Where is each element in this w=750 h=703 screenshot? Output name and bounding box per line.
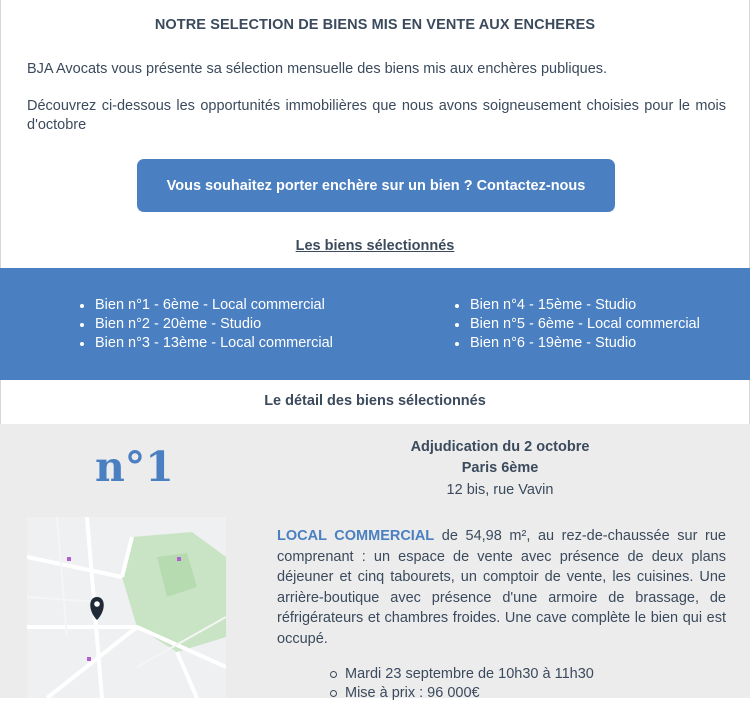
property-type: LOCAL COMMERCIAL (277, 528, 435, 544)
selection-item[interactable]: Bien n°6 - 19ème - Studio (455, 334, 700, 353)
selection-item[interactable]: Bien n°3 - 13ème - Local commercial (80, 334, 333, 353)
contact-button[interactable]: Vous souhaitez porter enchère sur un bien ? Contactez-nous (137, 159, 615, 212)
property-number: n°1 (95, 443, 174, 491)
property-description (277, 526, 726, 649)
intro-paragraph: BJA Avocats vous présente sa sélection mensuelle des biens mis aux enchères publiques. (27, 61, 608, 77)
property-info-list (330, 665, 594, 703)
selection-item[interactable]: Bien n°4 - 15ème - Studio (455, 296, 700, 315)
property-details: de 54,98 m², au rez-de-chaussée sur rue comprenant : un espace de vente avec présence de deux plans déjeuner et cinq tabourets, un comptoir de vente, les cuisines. Une arrière-boutique avec présence d'une armoire de brassage, de réfrigérateurs et chambres froides. Une cave complète le bien qui est occupé. (277, 528, 726, 647)
property-address: 12 bis, rue Vavin (446, 482, 554, 498)
selection-list-right (455, 296, 700, 353)
selection-item[interactable]: Bien n°1 - 6ème - Local commercial (80, 296, 333, 315)
selection-band (0, 268, 750, 380)
selection-item[interactable]: Bien n°5 - 6ème - Local commercial (455, 315, 700, 334)
property-map[interactable] (27, 517, 226, 698)
adjudication-date: Adjudication du 2 octobre (410, 439, 590, 455)
starting-price: Mise à prix : 96 000€ (330, 684, 594, 703)
visit-time: Mardi 23 septembre de 10h30 à 11h30 (330, 665, 594, 684)
detail-heading: Le détail des biens sélectionnés (264, 393, 486, 409)
selection-anchor (0, 237, 750, 255)
selection-list-left (80, 296, 333, 353)
intro-october-paragraph: Découvrez ci-dessous les opportunités immobilières que nous avons soigneusement choisies pour le mois d'octobre (27, 98, 726, 133)
selection-item[interactable]: Bien n°2 - 20ème - Studio (80, 315, 333, 334)
newsletter-title: NOTRE SELECTION DE BIENS MIS EN VENTE AUX ENCHERES (154, 17, 596, 33)
selected-properties-link[interactable]: Les biens sélectionnés (295, 238, 455, 254)
property-city: Paris 6ème (461, 460, 539, 476)
